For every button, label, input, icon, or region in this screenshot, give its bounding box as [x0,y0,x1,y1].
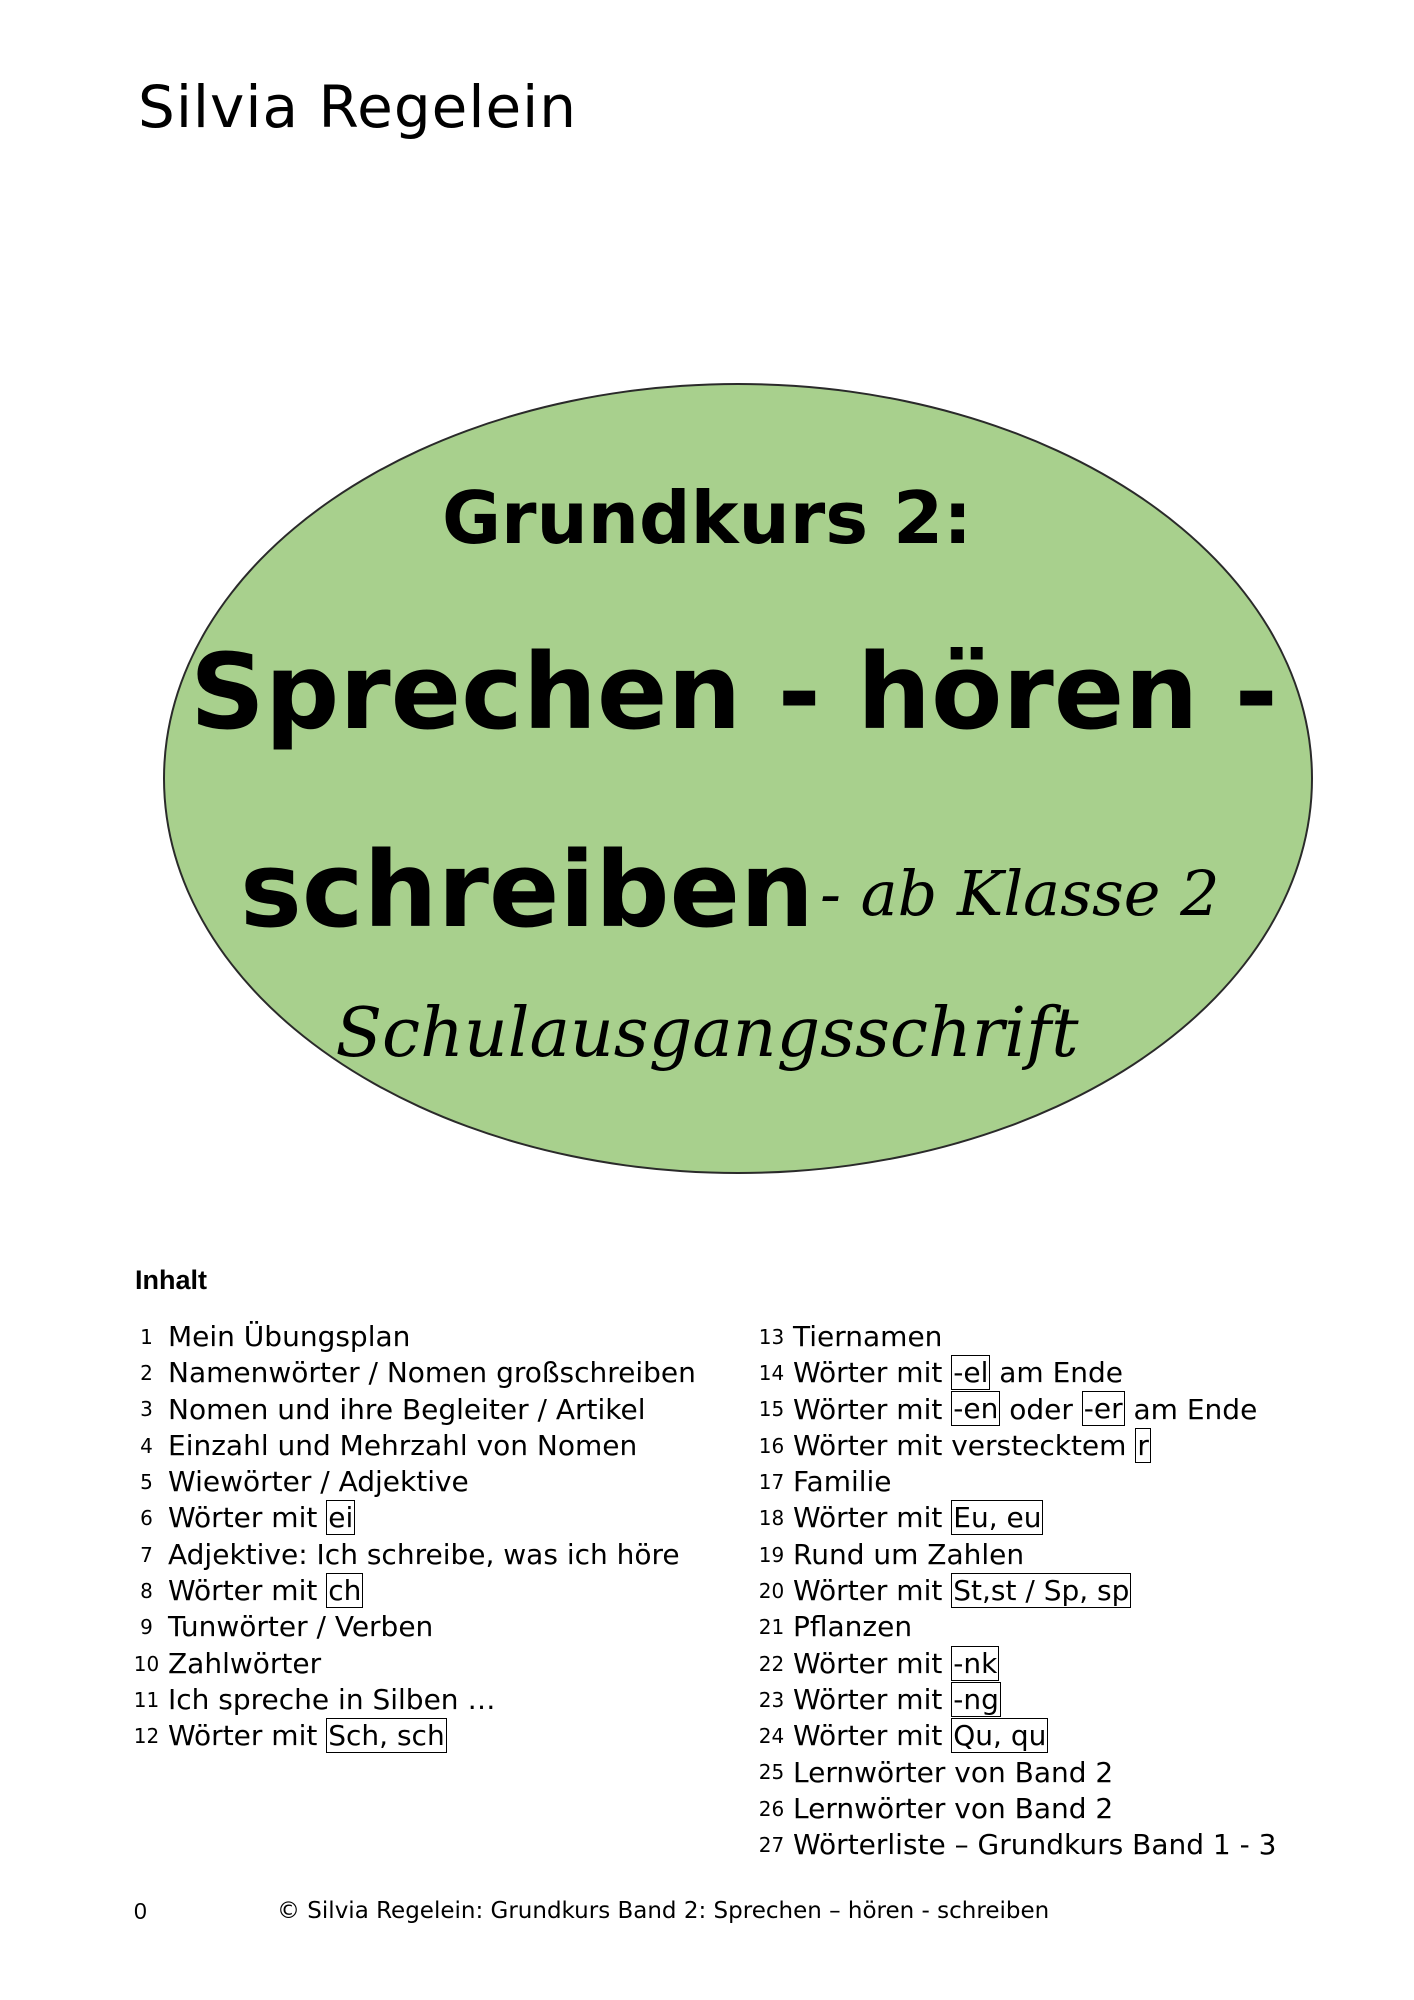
toc-item [750,1463,1276,1499]
toc-item [750,1608,1276,1644]
toc-item [750,1754,1276,1790]
toc-item-text [168,1718,447,1753]
toc-item-number: 20 [758,1578,785,1603]
toc-item-number: 13 [758,1324,785,1349]
toc-item-number: 19 [758,1542,785,1567]
toc-item-label: Wiewörter / Adjektive [168,1465,469,1499]
toc-item-text [793,1391,1257,1426]
toc-item-text [168,1429,637,1462]
toc-item-number: 12 [133,1724,160,1749]
toc-item-label: oder [1000,1392,1082,1426]
toc-item-label: Wörter mit [168,1719,327,1753]
toc-item-text [168,1610,433,1643]
toc-item-label: Rund um Zahlen [793,1537,1025,1571]
grade-level: - ab Klasse 2 [820,857,1220,930]
toc-item-text [793,1320,942,1353]
toc-item-number: 7 [140,1542,153,1567]
toc-item [750,1354,1276,1390]
toc-list-right [750,1318,1276,1862]
boxed-letters: r [1137,1428,1149,1462]
toc-item [125,1499,696,1535]
toc-item-label: Wörter mit [793,1646,952,1680]
toc-item-number: 6 [140,1506,153,1531]
toc-item-text [168,1465,469,1498]
toc-item-number: 9 [140,1615,153,1640]
toc-item-label: Lernwörter von Band 2 [793,1755,1114,1789]
toc-item-label: Nomen und ihre Begleiter / Artikel [168,1392,646,1426]
toc-item-number: 1 [140,1324,153,1349]
author-name: Silvia Regelein [138,73,578,141]
toc-heading: Inhalt [135,1265,207,1295]
toc-item-text [168,1356,696,1389]
course-subtitle: Grundkurs 2: [441,476,973,560]
toc-item-number: 14 [758,1361,785,1386]
toc-item-label: Familie [793,1465,892,1499]
toc-item-text [168,1500,355,1535]
toc-item [125,1463,696,1499]
boxed-letters: -el [953,1356,989,1390]
boxed-letters: Sch, sch [328,1719,445,1753]
toc-item-label: Wörterliste – Grundkurs Band 1 - 3 [793,1828,1277,1861]
toc-item-number: 4 [140,1433,153,1458]
toc-item-text [793,1500,1043,1535]
toc-item-number: 21 [758,1615,785,1640]
toc-item [750,1318,1276,1354]
toc-item-number: 23 [758,1687,785,1712]
toc-item-label: am Ende [1124,1392,1258,1426]
toc-item-label: Wörter mit verstecktem [793,1428,1136,1462]
toc-item [125,1608,696,1644]
toc-item [125,1536,696,1572]
toc-item-label: Zahlwörter [168,1646,322,1680]
toc-item-text [168,1538,680,1571]
boxed-letters: -nk [953,1646,998,1680]
script-type: Schulausgangsschrift [335,994,1079,1073]
toc-item-label: Wörter mit [793,1682,952,1716]
toc-item-label: Wörter mit [793,1573,952,1607]
toc-item-label: Pflanzen [793,1610,913,1644]
toc-item [750,1645,1276,1681]
toc-item [125,1318,696,1354]
toc-item-number: 5 [140,1470,153,1495]
toc-item-text [793,1682,1001,1717]
toc-item [750,1681,1276,1717]
toc-item-label: Wörter mit [793,1356,952,1390]
toc-item-text [793,1538,1024,1571]
toc-item-number: 22 [758,1651,785,1676]
toc-item-text [793,1646,999,1681]
toc-item-text [168,1647,321,1680]
toc-item-text [793,1718,1048,1753]
toc-item-label: Wörter mit [168,1573,327,1607]
toc-item-number: 8 [140,1578,153,1603]
toc-item [750,1391,1276,1427]
boxed-letters: Qu, qu [953,1719,1047,1753]
boxed-letters: ei [328,1501,354,1535]
toc-item [125,1391,696,1427]
toc-item-text [793,1610,912,1643]
toc-item-label: Wörter mit [168,1501,327,1535]
toc-item-number: 17 [758,1470,785,1495]
toc-item [750,1499,1276,1535]
toc-item-text [793,1465,892,1498]
toc-item-label: Wörter mit [793,1392,952,1426]
toc-item-label: Wörter mit [793,1501,952,1535]
toc-item-label: Adjektive: Ich schreibe, was ich höre [168,1537,680,1571]
toc-item-number: 25 [758,1760,785,1785]
boxed-letters: -en [953,1392,999,1426]
boxed-letters: -er [1083,1392,1123,1426]
toc-item [750,1717,1276,1753]
toc-item [750,1572,1276,1608]
course-title-line2: schreiben [240,829,815,951]
toc-item [125,1717,696,1753]
toc-item-number: 24 [758,1724,785,1749]
toc-item [750,1536,1276,1572]
toc-item-label: Tiernamen [793,1319,943,1353]
toc-item [750,1826,1276,1862]
toc-item-label: Ich spreche in Silben … [168,1682,496,1716]
toc-item [125,1354,696,1390]
toc-item-number: 27 [758,1833,785,1857]
toc-item-number: 16 [758,1433,785,1458]
toc-item-text [793,1573,1131,1608]
footer-copyright: © Silvia Regelein: Grundkurs Band 2: Sprechen – hören - schreiben [277,1898,1050,1924]
toc-item-text [168,1392,646,1425]
toc-item [125,1645,696,1681]
toc-item-text [793,1828,1276,1861]
boxed-letters: St,st / Sp, sp [953,1573,1130,1607]
toc-item-text [793,1428,1151,1463]
toc-item-number: 3 [140,1397,153,1422]
toc-item [125,1427,696,1463]
toc-item-number: 18 [758,1506,785,1531]
toc-item [125,1572,696,1608]
toc-item-label: Tunwörter / Verben [168,1610,434,1644]
toc-item [750,1790,1276,1826]
toc-item-text [793,1355,1123,1390]
toc-item-label: Mein Übungsplan [168,1319,411,1353]
toc-item-text [793,1755,1113,1788]
page-number: 0 [134,1898,147,1924]
boxed-letters: ch [328,1573,362,1607]
toc-item-label: Wörter mit [793,1719,952,1753]
toc-item [750,1427,1276,1463]
toc-item-text [168,1320,410,1353]
toc-item-number: 2 [140,1361,153,1386]
toc-item-number: 26 [758,1796,785,1821]
toc-item-text [168,1573,363,1608]
toc-item-text [793,1792,1113,1825]
toc-item-label: Lernwörter von Band 2 [793,1791,1114,1825]
toc-item-label: am Ende [990,1356,1124,1390]
toc-item-number: 11 [133,1687,160,1712]
toc-item-label: Namenwörter / Nomen großschreiben [168,1356,696,1390]
toc-list-left [125,1318,696,1754]
toc-item-text [168,1683,495,1716]
toc-item-number: 10 [133,1651,160,1676]
boxed-letters: -ng [953,1682,999,1716]
course-title-line1: Sprechen - hören - [190,631,1278,753]
toc-item [125,1681,696,1717]
toc-item-label: Einzahl und Mehrzahl von Nomen [168,1428,638,1462]
toc-item-number: 15 [758,1397,785,1422]
boxed-letters: Eu, eu [953,1501,1042,1535]
